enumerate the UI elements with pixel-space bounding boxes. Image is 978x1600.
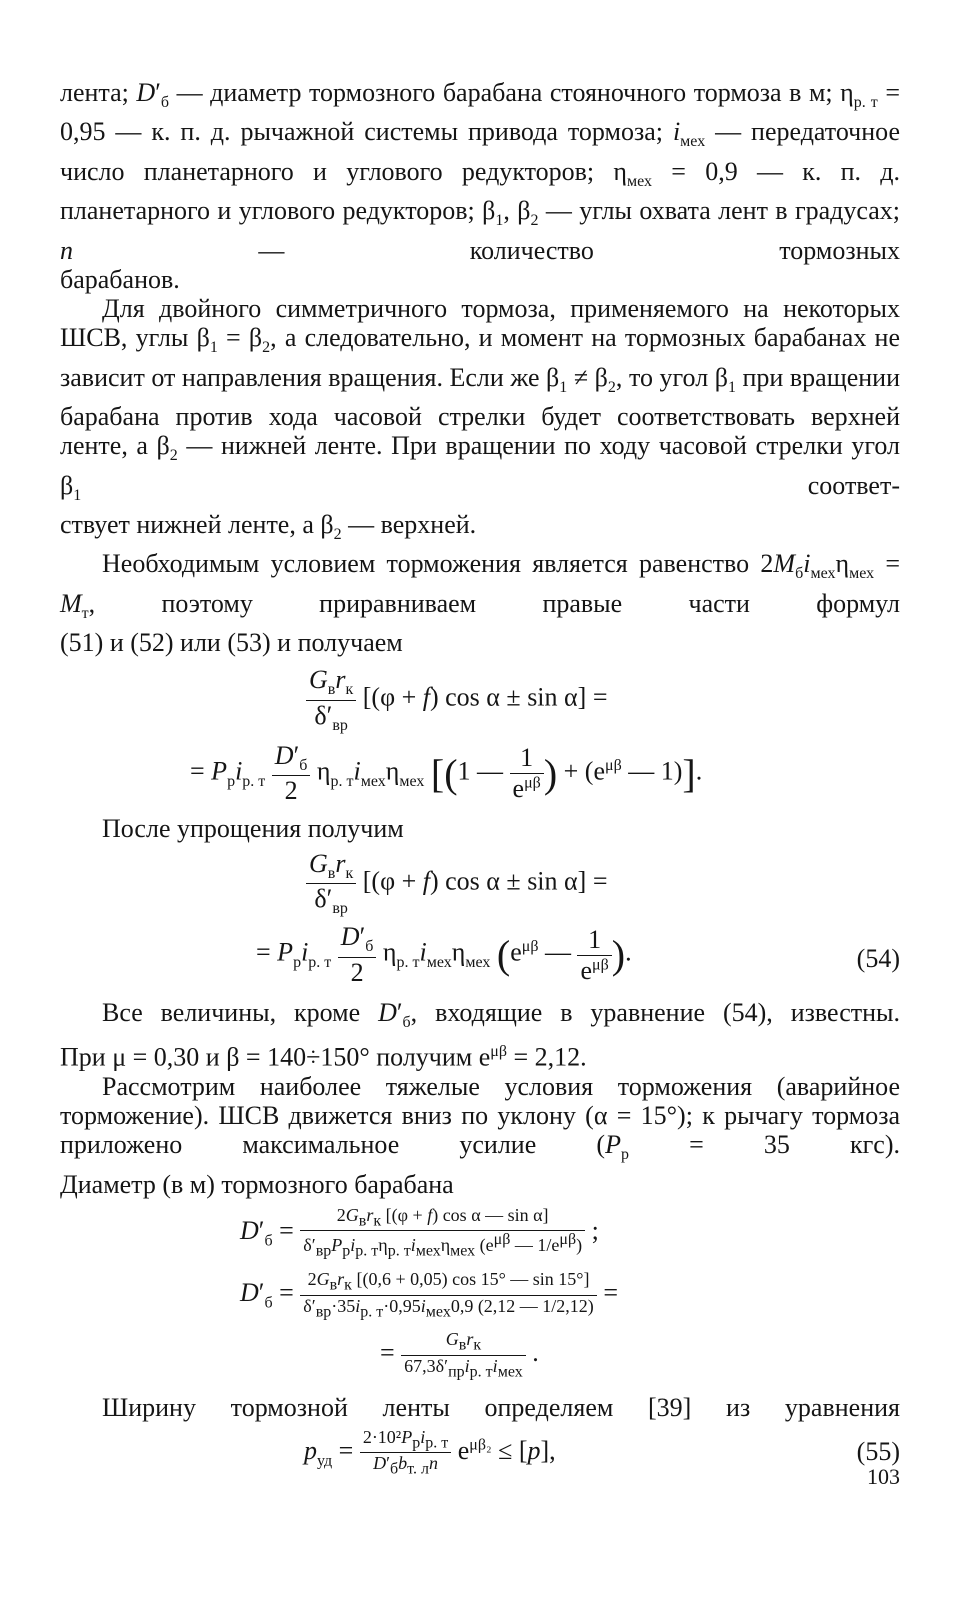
- equation-a-left: $\frac{G_вr_к}{\delta'_{вр}}$ [(φ + f) cos α ± sin α] =: [306, 665, 900, 734]
- equation-54-left: $\frac{G_вr_к}{\delta'_{вр}}$ [(φ + f) cos α ± sin α] =: [306, 849, 900, 918]
- paragraph-6: Рассмотрим наиболее тяжелые условия торможения (аварийное торможение). ШСВ движется вниз по уклону (α = 15°); к рычагу тормоза приложено максимальное усилие ($P_р = 35$ кгс).: [60, 1071, 900, 1164]
- paragraph-3: Необходимым условием торможения является равенство $2M_бi_{мех}\eta_{мех} = M_т$, поэтому приравниваем правые части формул: [60, 549, 901, 622]
- paragraph-2: Для двойного симметричного тормоза, применяемого на некоторых ШСВ, углы $\beta_1 = \beta_2$, а следовательно, и момент на тормозных барабанах не зависит от направления вращения. Если же $\beta_1 \ne \beta_2$, то угол $\beta_1$ при вращении барабана против хода часовой стрелки будет соответствовать верхней ленте, а $\beta_2$ — нижней ленте. При вращении по ходу часовой стрелки угол $\beta_1$ соответ-: [60, 293, 900, 504]
- equation-d2: $D'_б$ = $\frac{2G_вr_к [(0,6 + 0,05) \cos 15^\circ — \sin 15^\circ]}{\delta'_{вр}\cdot 35i_{р. т}\cdot 0,95i_{мех}0,9 (2,12 — 1/2,12)}$ =: [240, 1269, 618, 1321]
- paragraph-5-end: При μ = 0,30 и β = 140÷150° получим $e^{\mu\beta} = 2,12$.: [60, 1042, 587, 1072]
- equation-number-55: (55): [856, 1436, 900, 1466]
- equation-d3: = $\frac{G_вr_к}{67,3\delta'_{пр}i_{р. т}i_{мех}}$ .: [380, 1329, 539, 1381]
- paragraph-7: Ширину тормозной ленты определяем [39] из уравнения: [102, 1393, 900, 1423]
- equation-54-right: = $P_рi_{р. т}$ $\frac{D'_б}{2}$ $\eta_{р. т}i_{мех}\eta_{мех}$ ($e^{\mu\beta}$ — $\frac{1}{e^{\mu\beta}}$ ). (54): [256, 922, 900, 987]
- equation-d1: $D'_б$ = $\frac{2G_вr_к [(\varphi + f) \cos \alpha — \sin \alpha]}{\delta'_{вр}P_рi_{р. т}\eta_{р. т}i_{мех}\eta_{мех} (e^{\mu\beta} — 1/e^{\mu\beta})}$ ;: [240, 1204, 599, 1261]
- equation-number-54: (54): [856, 944, 900, 974]
- paragraph-2-end: ствует нижней ленте, а $\beta_2$ — верхней.: [60, 509, 477, 544]
- page-body: [60, 78, 900, 1479]
- paragraph-1-end: барабанов.: [60, 264, 180, 294]
- equation-a-right: = $P_рi_{р. т}$ $\frac{D'_б}{2}$ $\eta_{р. т}i_{мех}\eta_{мех}$ [(1 — $\frac{1}{e^{\mu\beta}}$ ) + ($e^{\mu\beta}$ — 1)].: [190, 740, 703, 805]
- paragraph-5: Все величины, кроме $D'_б$, входящие в уравнение (54), известны.: [102, 997, 900, 1031]
- paragraph-3-end: (51) и (52) или (53) и получаем: [60, 628, 403, 658]
- paragraph-1: лента; $D'_б$ — диаметр тормозного барабана стояночного тормоза в м; $\eta_{р. т} = 0,95$ — к. п. д. рычажной системы привода тормоза; $i_{мех}$ — передаточное число планетарного и углового редукторов; $\eta_{мех} = 0,9$ — к. п. д. планетарного и углового редукторов; $\beta_1$, $\beta_2$ — углы охвата лент в градусах; n — количество тормозных: [60, 78, 901, 265]
- equation-55: $p_{уд}$ = $\frac{2\cdot 10^2P_рi_{р. т}}{D'_бb_{т. л}n}$ $e^{\mu\beta_2} \le [p]$, (55): [304, 1426, 900, 1478]
- paragraph-4: После упрощения получим: [102, 813, 404, 843]
- paragraph-6-end: Диаметр (в м) тормозного барабана: [60, 1169, 454, 1199]
- page-number: 103: [867, 1464, 900, 1489]
